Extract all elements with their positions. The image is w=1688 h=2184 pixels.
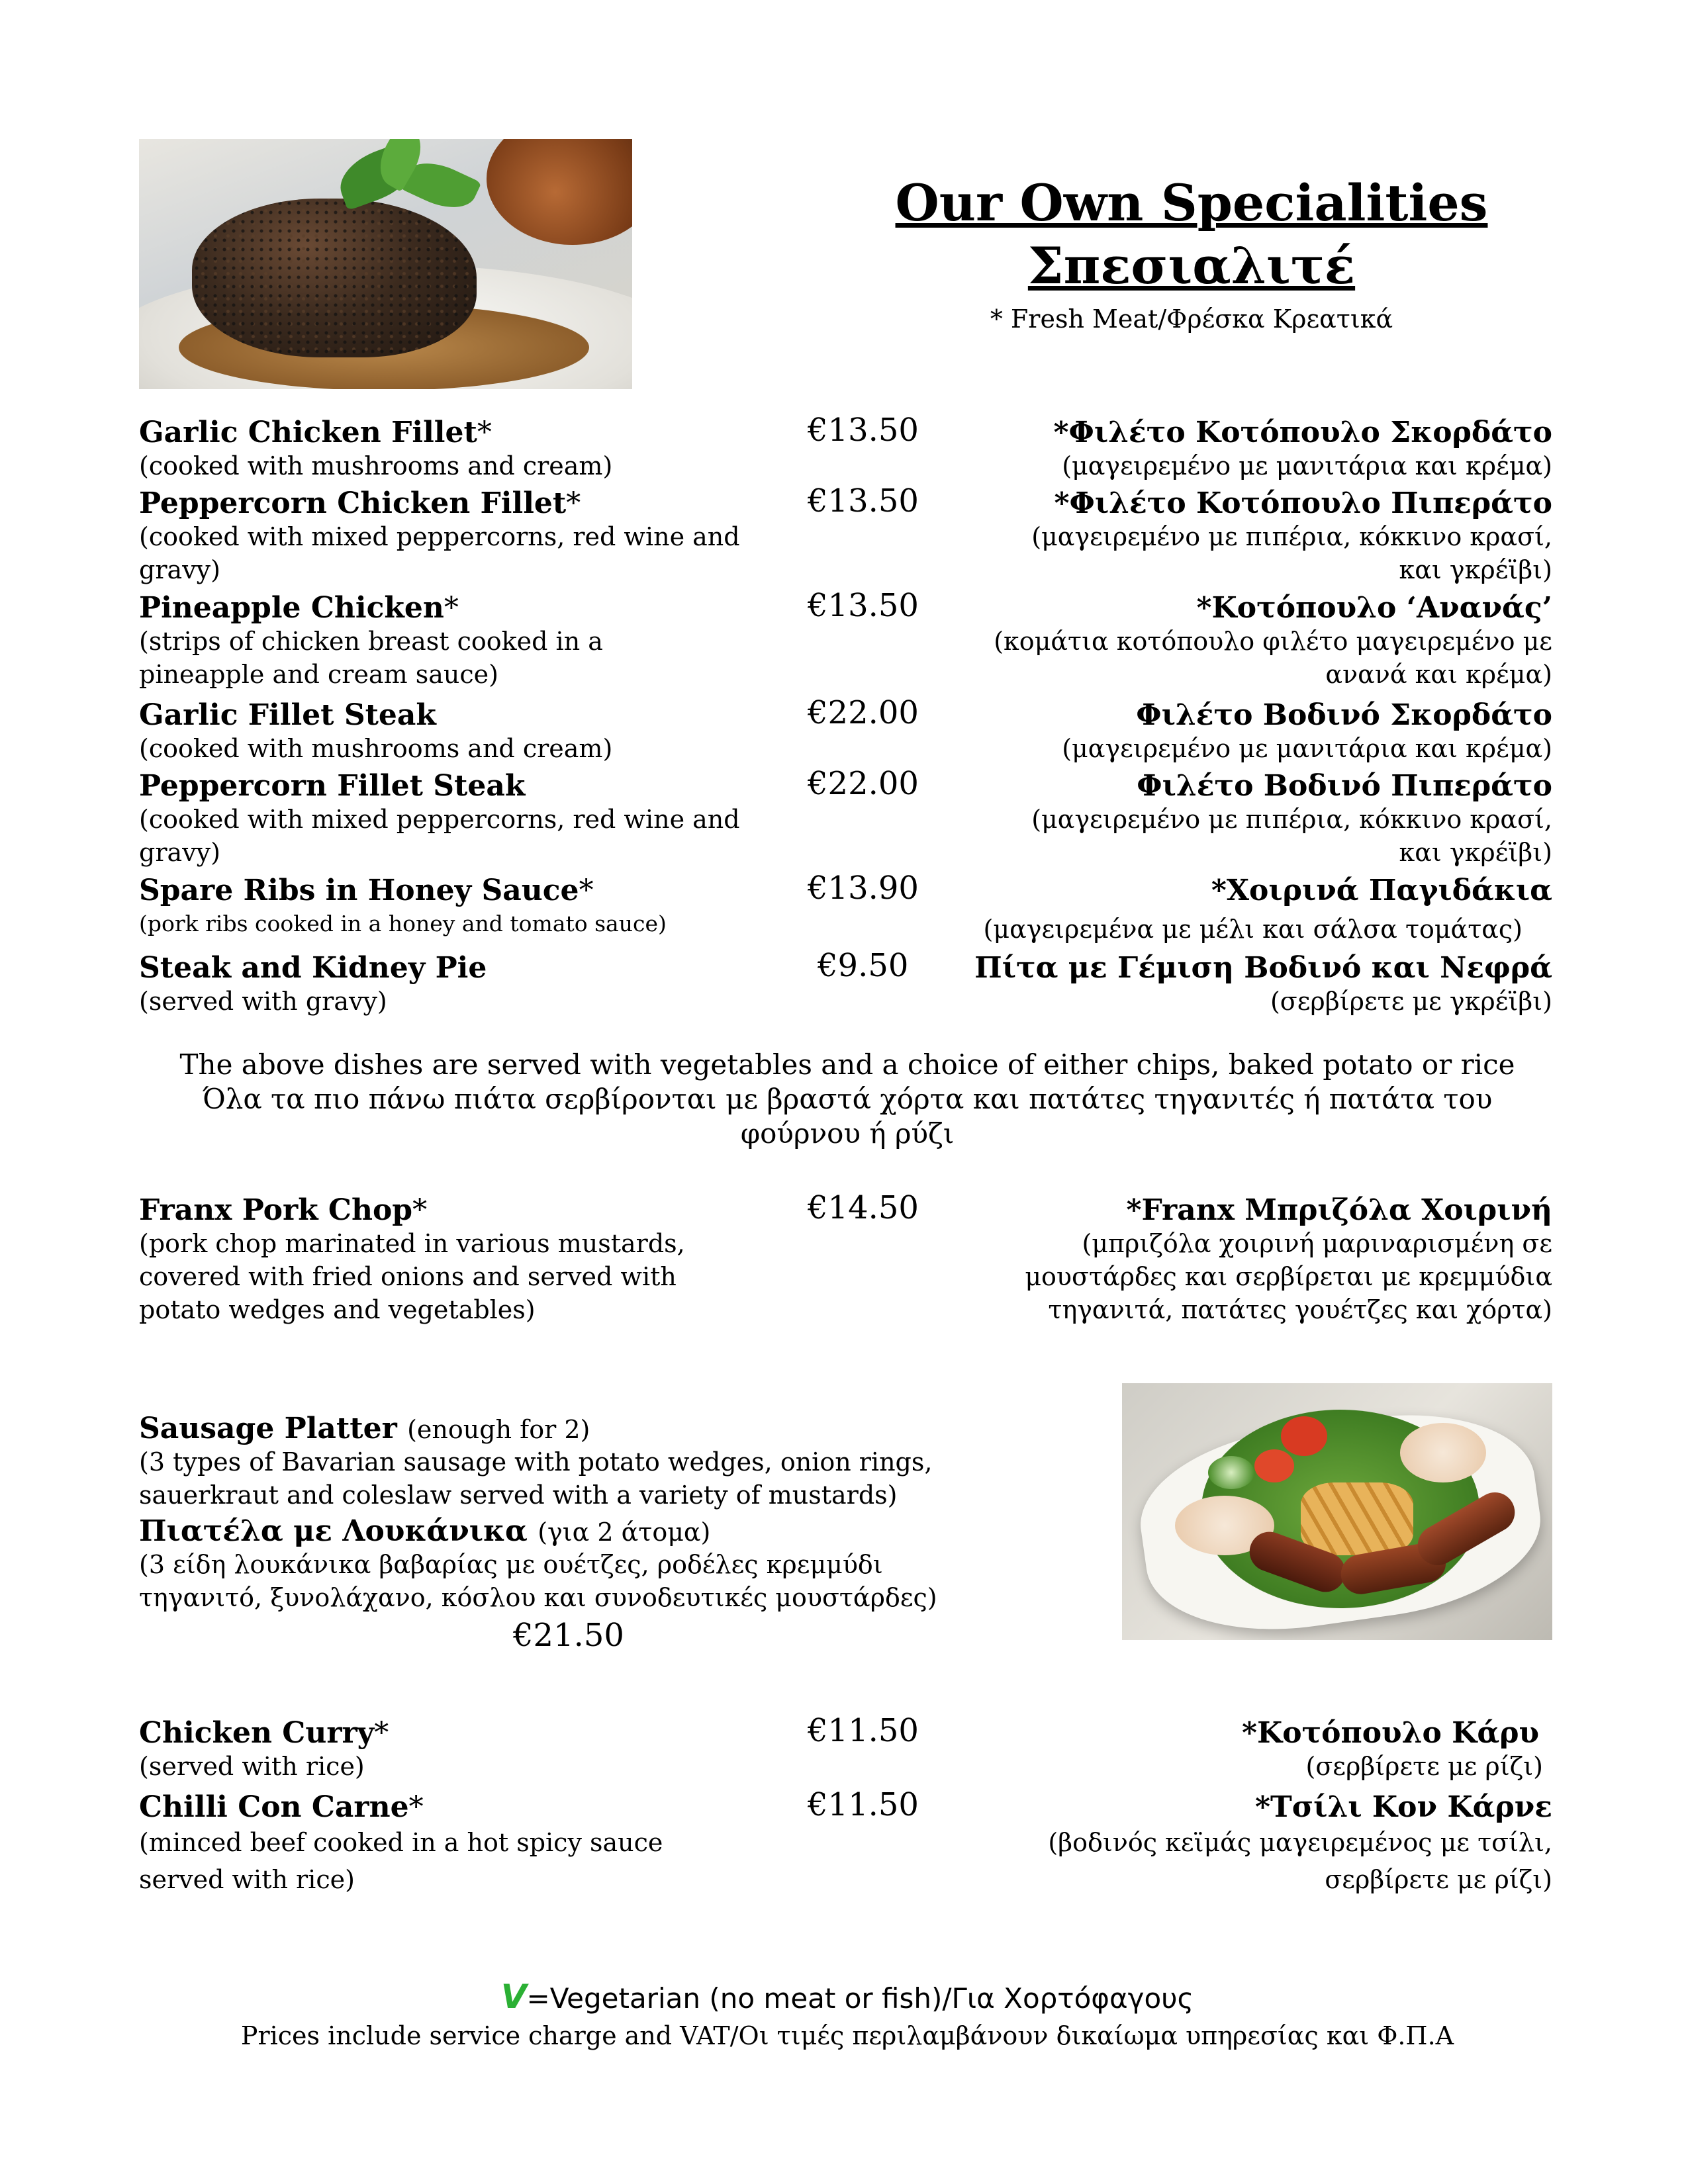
item-description-greek: (κομάτια κοτόπουλο φιλέτο μαγειρεμένο με ανανά και κρέμα) xyxy=(994,627,1552,689)
menu-item-greek xyxy=(923,874,1552,946)
item-description-greek: (μαγειρεμένο με πιπέρια, κόκκινο κρασί, και γκρέϊβι) xyxy=(1031,522,1552,584)
item-price: €13.90 xyxy=(808,870,919,907)
menu-item-peppercorn-fillet-steak xyxy=(139,769,748,869)
item-description-greek: (3 είδη λουκάνικα βαβαρίας με ουέτζες, ροδέλες κρεμμύδι τηγανιτό, ξυνολάχανο, κόσλου και συνοδευτικές μουστάρδες) xyxy=(139,1550,937,1612)
menu-item-greek xyxy=(990,486,1552,586)
item-name: Peppercorn Chicken Fillet xyxy=(139,486,567,520)
item-description: (served with gravy) xyxy=(139,987,387,1016)
item-name-greek: *Franx Μπριζόλα Χοιρινή xyxy=(1126,1193,1552,1227)
item-name-greek: *Φιλέτο Κοτόπουλο Πιπεράτο xyxy=(1054,486,1552,520)
sausage-platter-photo xyxy=(1122,1383,1552,1640)
menu-item-greek xyxy=(1009,1790,1552,1898)
item-description-greek: (μαγειρεμένο με μανιτάρια και κρέμα) xyxy=(1062,451,1552,480)
served-note-english: The above dishes are served with vegetables and a choice of either chips, baked potato or rice xyxy=(179,1048,1515,1081)
item-name: Garlic Fillet Steak xyxy=(139,698,436,732)
menu-item-greek xyxy=(923,951,1552,1018)
menu-item-greek xyxy=(957,1716,1552,1783)
fresh-meat-note: * Fresh Meat/Φρέσκα Κρεατικά xyxy=(990,304,1393,334)
item-price: €13.50 xyxy=(808,587,919,624)
menu-item-chilli-con-carne: Chilli Con Carne* (minced beef cooked in a hot spicy sauce served with rice) xyxy=(139,1790,735,1898)
item-name: Steak and Kidney Pie xyxy=(139,951,487,985)
menu-item-greek xyxy=(990,769,1552,869)
menu-item-greek xyxy=(923,416,1552,482)
item-name-greek: *Τσίλι Κον Κάρνε xyxy=(1254,1790,1552,1824)
item-description-greek: (μαγειρεμένο με μανιτάρια και κρέμα) xyxy=(1062,734,1552,763)
item-name-greek: Πίτα με Γέμιση Βοδινό και Νεφρά xyxy=(974,951,1552,985)
item-name-greek: Φιλέτο Βοδινό Πιπεράτο xyxy=(1137,769,1552,803)
menu-header xyxy=(761,173,1622,334)
item-name-greek: *Φιλέτο Κοτόπουλο Σκορδάτο xyxy=(1053,416,1552,449)
item-name: Chicken Curry xyxy=(139,1716,375,1750)
item-description-greek: (μπριζόλα χοιρινή μαριναρισμένη σε μουστάρδες και σερβίρεται με κρεμμύδια τηγανιτά, πατάτες γουέτζες και χόρτα) xyxy=(1025,1229,1552,1324)
item-description: (cooked with mixed peppercorns, red wine and gravy) xyxy=(139,522,740,584)
item-description: (strips of chicken breast cooked in a pineapple and cream sauce) xyxy=(139,627,603,689)
item-name: Pineapple Chicken xyxy=(139,591,444,625)
item-description-greek: (μαγειρεμένα με μέλι και σάλσα τομάτας) xyxy=(983,915,1523,944)
item-name-greek: *Κοτόπουλο Κάρυ xyxy=(1241,1716,1539,1750)
item-price: €13.50 xyxy=(808,412,919,449)
item-name-greek: *Χοιρινά Παγιδάκια xyxy=(1211,874,1552,907)
page-title: Our Own Specialities xyxy=(895,173,1488,232)
menu-item-greek xyxy=(970,1193,1552,1326)
menu-item-spare-ribs: Spare Ribs in Honey Sauce* (pork ribs cooked in a honey and tomato sauce) xyxy=(139,874,801,940)
menu-item-garlic-fillet-steak xyxy=(139,698,801,765)
item-price: €14.50 xyxy=(808,1189,919,1226)
page-title-greek: Σπεσιαλιτέ xyxy=(1027,236,1356,295)
item-description: (minced beef cooked in a hot spicy sauce served with rice) xyxy=(139,1828,663,1894)
item-description-greek: (βοδινός κεϊμάς μαγειρεμένος με τσίλι, σερβίρετε με ρίζι) xyxy=(1048,1828,1552,1894)
vat-note: Prices include service charge and VAT/Οι τιμές περιλαμβάνουν δικαίωμα υπηρεσίας και Φ.Π.Α xyxy=(240,2021,1454,2050)
vegetarian-icon: V xyxy=(500,1978,527,2016)
item-name: Chilli Con Carne xyxy=(139,1790,409,1824)
menu-footer xyxy=(139,1978,1556,2050)
item-description-greek: (σερβίρετε με ρίζι) xyxy=(1305,1752,1543,1781)
menu-item-pineapple-chicken: Pineapple Chicken* (strips of chicken breast cooked in a pineapple and cream sauce) xyxy=(139,591,722,691)
menu-item-peppercorn-chicken: Peppercorn Chicken Fillet* (cooked with mixed peppercorns, red wine and gravy) xyxy=(139,486,748,586)
menu-item-chicken-curry: Chicken Curry* (served with rice) xyxy=(139,1716,801,1783)
menu-item-pork-chop: Franx Pork Chop* (pork chop marinated in various mustards, covered with fried onions and served with potato wedges and vegetables) xyxy=(139,1193,735,1326)
menu-item-steak-kidney-pie xyxy=(139,951,801,1018)
item-description: (cooked with mixed peppercorns, red wine and gravy) xyxy=(139,805,740,867)
item-name-greek: Πιατέλα με Λουκάνικα xyxy=(139,1514,528,1548)
item-quantity: (enough for 2) xyxy=(407,1415,590,1444)
item-description: (served with rice) xyxy=(139,1752,365,1781)
item-name-greek: Φιλέτο Βοδινό Σκορδάτο xyxy=(1136,698,1552,732)
item-name: Sausage Platter xyxy=(139,1412,397,1445)
item-description: (pork ribs cooked in a honey and tomato sauce) xyxy=(139,911,667,936)
item-description-greek: (σερβίρετε με γκρέϊβι) xyxy=(1270,987,1552,1016)
item-description-greek: (μαγειρεμένο με πιπέρια, κόκκινο κρασί, και γκρέϊβι) xyxy=(1031,805,1552,867)
item-price: €13.50 xyxy=(808,482,919,520)
menu-item-greek xyxy=(970,591,1552,691)
item-name: Garlic Chicken Fillet xyxy=(139,416,477,449)
item-price: €9.50 xyxy=(818,947,909,984)
item-price: €21.50 xyxy=(513,1617,624,1654)
item-quantity-greek: (για 2 άτομα) xyxy=(538,1518,711,1547)
item-price: €22.00 xyxy=(808,694,919,731)
served-note-greek: Όλα τα πιο πάνω πιάτα σερβίρονται με βραστά χόρτα και πατάτες τηγανιτές ή πατάτα του φούρνου ή ρύζι xyxy=(202,1083,1493,1150)
item-price: €22.00 xyxy=(808,765,919,802)
menu-item-garlic-chicken: Garlic Chicken Fillet* (cooked with mushrooms and cream) xyxy=(139,416,801,482)
item-name: Franx Pork Chop xyxy=(139,1193,413,1227)
menu-item-greek xyxy=(923,698,1552,765)
item-description: (cooked with mushrooms and cream) xyxy=(139,451,613,480)
steak-photo xyxy=(139,139,632,389)
item-description: (pork chop marinated in various mustards, covered with fried onions and served with potato wedges and vegetables) xyxy=(139,1229,685,1324)
item-name: Peppercorn Fillet Steak xyxy=(139,769,526,803)
item-price: €11.50 xyxy=(808,1712,919,1749)
menu-item-sausage-platter xyxy=(139,1412,1000,1654)
item-name: Spare Ribs in Honey Sauce xyxy=(139,874,579,907)
vegetarian-legend xyxy=(139,1978,1556,2016)
item-price: €11.50 xyxy=(808,1786,919,1823)
item-description: (3 types of Bavarian sausage with potato wedges, onion rings, sauerkraut and coleslaw served with a variety of mustards) xyxy=(139,1447,933,1510)
item-description: (cooked with mushrooms and cream) xyxy=(139,734,613,763)
item-name-greek: *Κοτόπουλο ‘Ανανάς’ xyxy=(1196,591,1552,625)
vegetarian-legend-text: =Vegetarian (no meat or fish)/Για Χορτόφαγους xyxy=(526,1982,1194,2015)
served-note xyxy=(139,1048,1556,1151)
